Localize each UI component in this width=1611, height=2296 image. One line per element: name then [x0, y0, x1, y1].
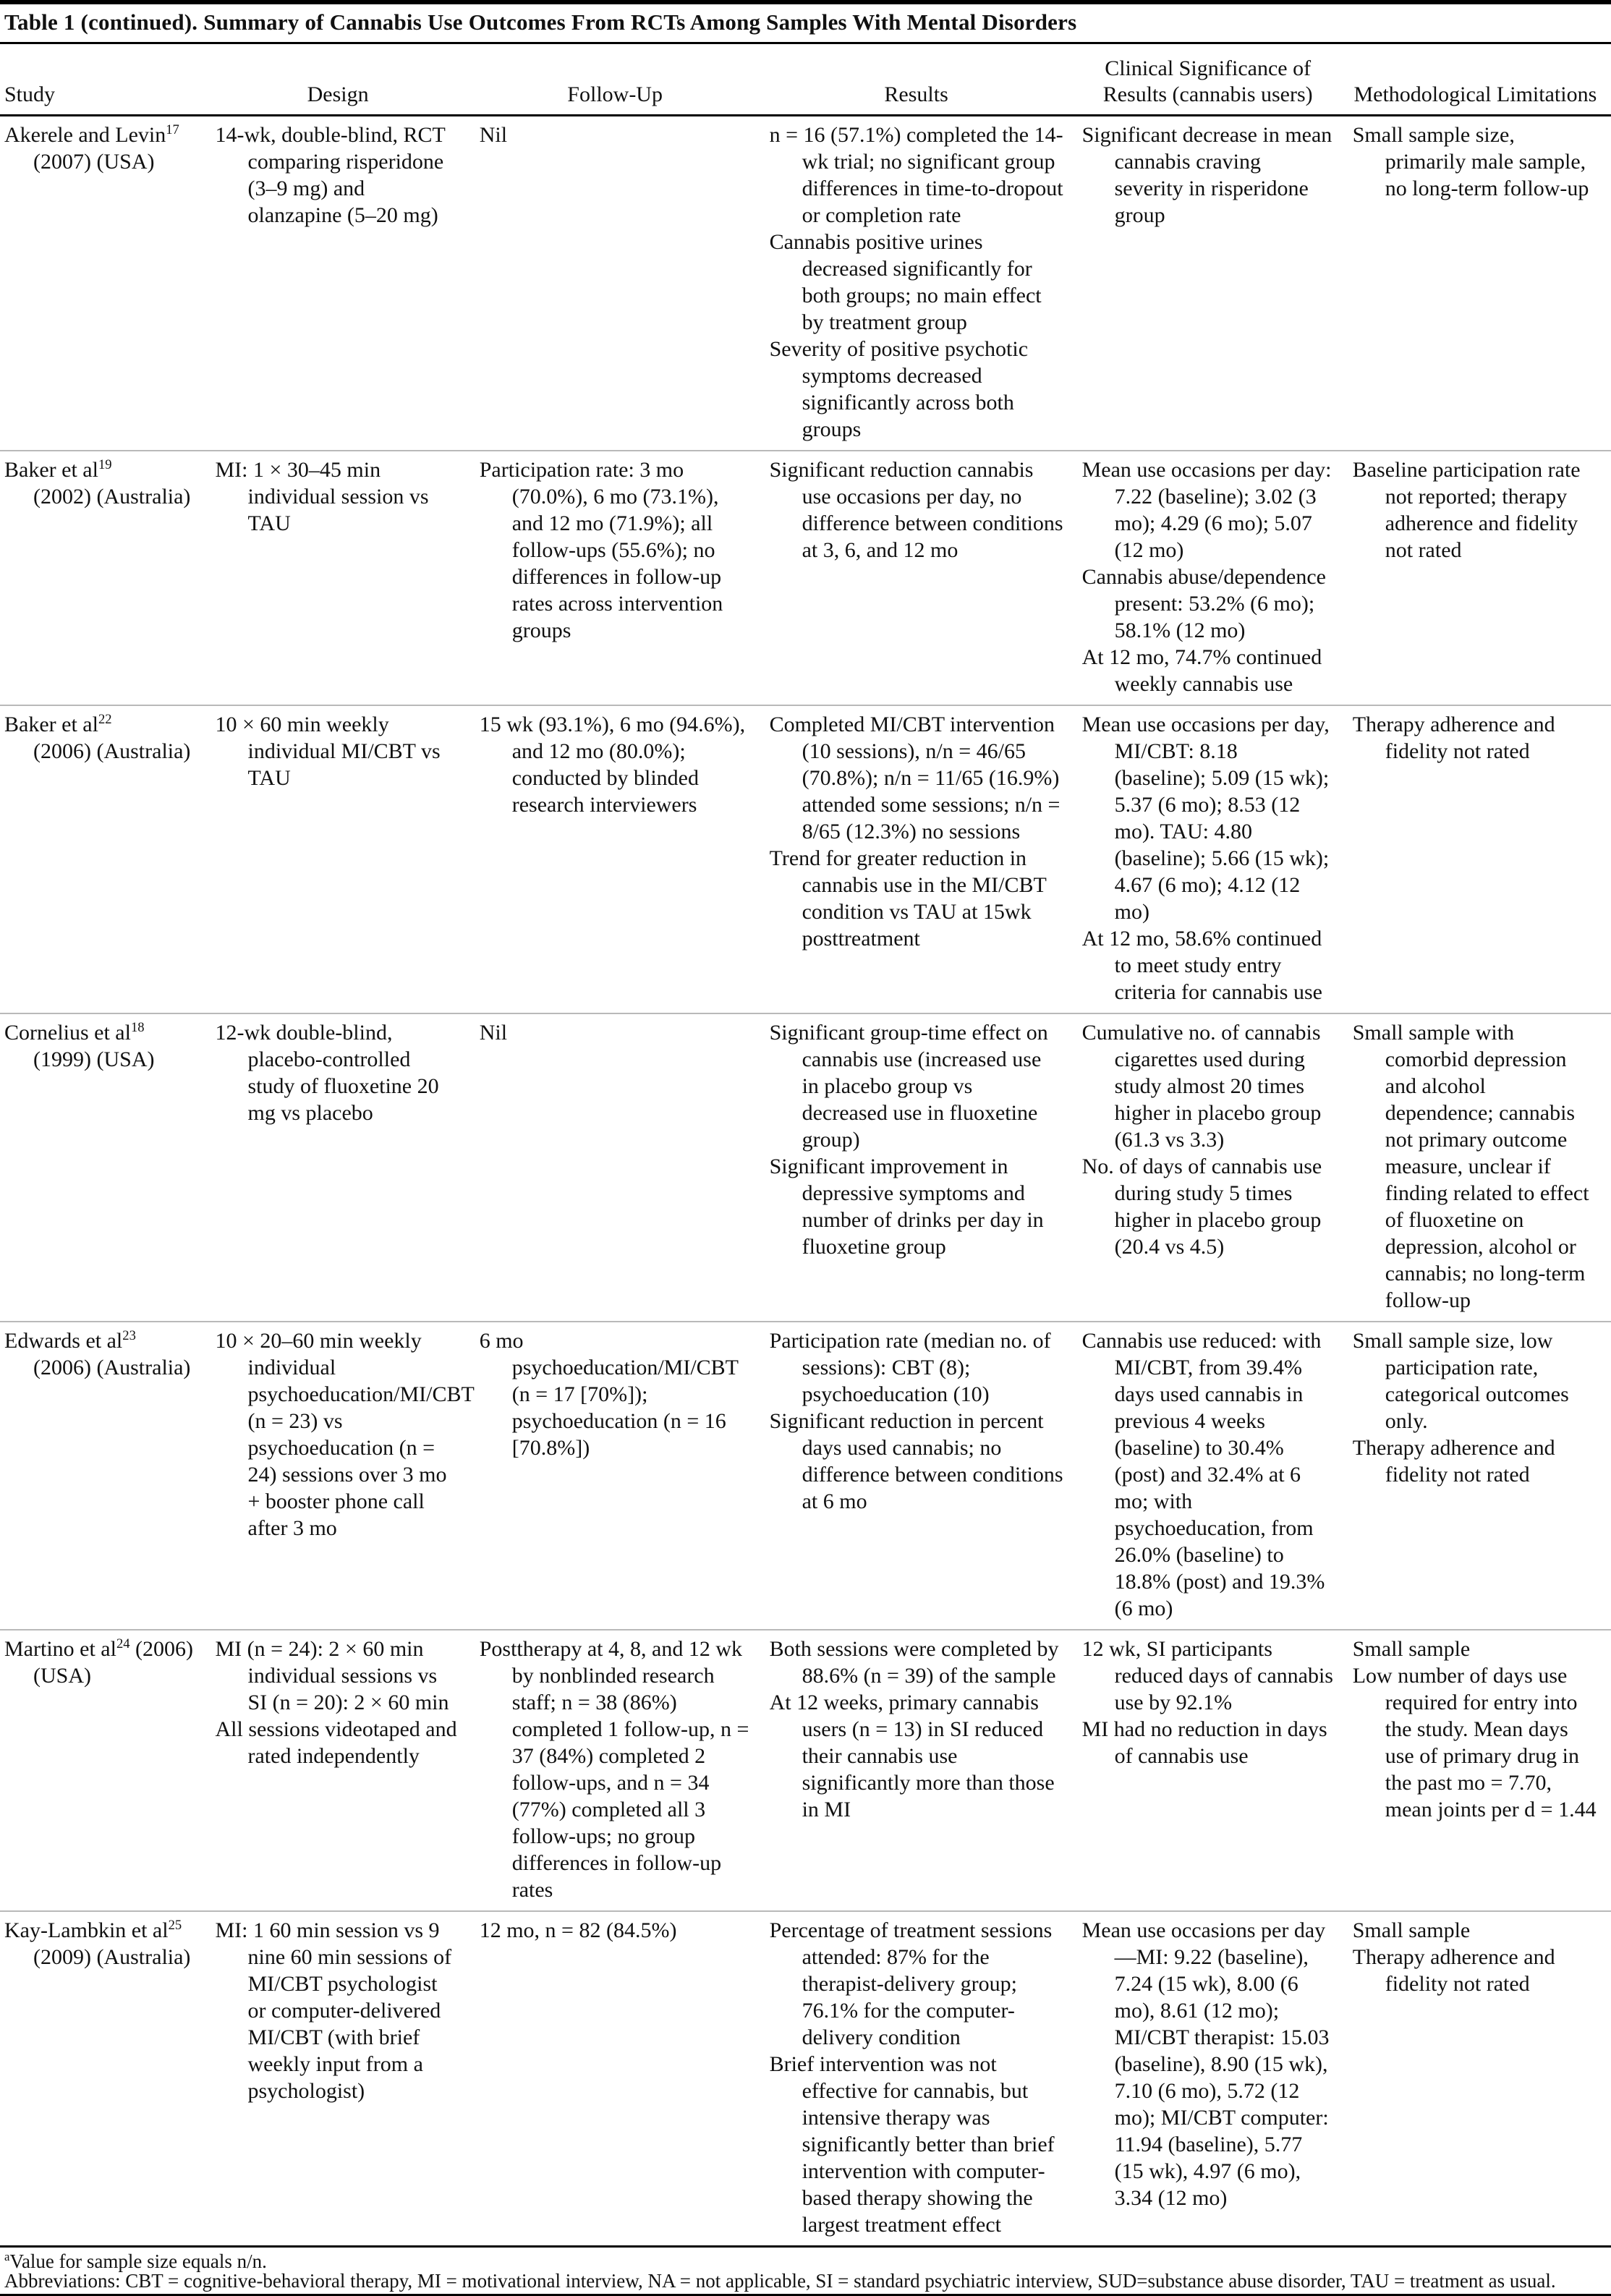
clinical-cell	[1076, 1322, 1347, 1630]
followup-paragraph: Participation rate: 3 mo (70.0%), 6 mo (73.1%), and 12 mo (71.9%); all follow-ups (55.6%); no differences in follow-up rates across intervention groups	[479, 458, 723, 642]
limitations-paragraph: Baseline participation rate not reported; therapy adherence and fidelity not rated	[1352, 458, 1581, 562]
design-cell	[210, 116, 474, 451]
limitations-paragraph: Therapy adherence and fidelity not rated	[1352, 1945, 1555, 1996]
study-reference-number: 25	[168, 1918, 182, 1933]
limitations-paragraph: Small sample with comorbid depression and alcohol dependence; cannabis not primary outcome measure, unclear if finding related to effect of fluoxetine on depression, alcohol or cannabis; no long-term follow-up	[1352, 1021, 1589, 1312]
limitations-paragraph: Low number of days use required for entry into the study. Mean days use of primary drug in the past mo = 7.70, mean joints per d = 1.44	[1352, 1664, 1597, 1821]
clinical-cell	[1076, 1630, 1347, 1911]
limitations-paragraph: Small sample size, low participation rate, categorical outcomes only.	[1352, 1329, 1569, 1433]
column-header-followup: Follow-Up	[474, 44, 764, 116]
study-name: Edwards et $al^{23}$	[4, 1328, 136, 1353]
table-row	[0, 1013, 1611, 1322]
table-row	[0, 1630, 1611, 1911]
study-reference-number: 22	[98, 712, 112, 727]
study-name: Baker et $al^{19}$	[4, 457, 112, 482]
clinical-paragraph: Cumulative no. of cannabis cigarettes used during study almost 20 times higher in placebo group (61.3 vs 3.3)	[1081, 1021, 1322, 1152]
clinical-paragraph: Mean use occasions per day, MI/CBT: 8.18 (baseline); 5.09 (15 wk); 5.37 (6 mo); 8.53 (12 mo). TAU: 4.80 (baseline); 5.66 (15 wk); 4.67 (6 mo); 4.12 (12 mo)	[1081, 713, 1330, 924]
results-paragraph: Trend for greater reduction in cannabis use in the MI/CBT condition vs TAU at 15wk posttreatment	[769, 846, 1047, 951]
study-detail: (2006) (Australia)	[33, 739, 191, 763]
limitations-cell	[1347, 1013, 1611, 1322]
study-detail: (2009) (Australia)	[33, 1945, 191, 1969]
design-paragraph: All sessions videotaped and rated independently	[215, 1717, 457, 1768]
column-header-methodological-limitations: Methodological Limitations	[1347, 44, 1611, 116]
design-paragraph: MI: 1 60 min session vs 9 nine 60 min sessions of MI/CBT psychologist or computer-delivered MI/CBT (with brief weekly input from a psychologist)	[215, 1918, 452, 2103]
study-detail: (USA)	[33, 1664, 91, 1688]
clinical-paragraph: No. of days of cannabis use during study 5 times higher in placebo group (20.4 vs 4.5)	[1081, 1155, 1322, 1259]
followup-cell	[474, 1013, 764, 1322]
study-name: Baker et $al^{22}$	[4, 712, 112, 736]
design-paragraph: MI (n = 24): 2 × 60 min individual sessions vs SI (n = 20): 2 × 60 min	[215, 1637, 449, 1714]
study-reference-number: 18	[130, 1020, 145, 1035]
column-header-design: Design	[210, 44, 474, 116]
footnote: $^a$Value for sample size equals n/n.	[4, 2250, 267, 2272]
followup-cell	[474, 705, 764, 1013]
followup-cell	[474, 116, 764, 451]
clinical-paragraph: Mean use occasions per day: 7.22 (baseline); 3.02 (3 mo); 4.29 (6 mo); 5.07 (12 mo)	[1081, 458, 1332, 562]
study-reference-number: 19	[98, 457, 112, 472]
footnote: Abbreviations: CBT = cognitive-behavioral therapy, MI = motivational interview, NA = not applicable, SI = standard psychiatric interview, SUD=substance abuse disorder, TAU = treatment as usual.	[4, 2270, 1556, 2292]
clinical-cell	[1076, 1911, 1347, 2247]
results-paragraph: Completed MI/CBT intervention (10 sessions), n/n = 46/65 (70.8%); n/n = 11/65 (16.9%) attended some sessions; n/n = 8/65 (12.3%) no sessions	[769, 713, 1060, 843]
results-paragraph: At 12 weeks, primary cannabis users (n = 13) in SI reduced their cannabis use significantly more than those in MI	[769, 1691, 1055, 1821]
clinical-paragraph: Cannabis abuse/dependence present: 53.2% (6 mo); 58.1% (12 mo)	[1081, 565, 1326, 642]
limitations-cell	[1347, 1322, 1611, 1630]
header-row	[0, 44, 1611, 116]
study-name: Akerele and Levin$^{17}$	[4, 122, 179, 147]
results-paragraph: Brief intervention was not effective for cannabis, but intensive therapy was significantly better than brief intervention with computer-based therapy showing the largest treatment effect	[769, 2052, 1055, 2237]
clinical-paragraph: Significant decrease in mean cannabis craving severity in risperidone group	[1081, 123, 1332, 227]
summary-table	[0, 44, 1611, 2248]
study-cell	[0, 451, 210, 705]
study-cell	[0, 116, 210, 451]
study-name: Cornelius et $al^{18}$	[4, 1020, 145, 1045]
clinical-paragraph: MI had no reduction in days of cannabis use	[1081, 1717, 1327, 1768]
design-cell	[210, 1630, 474, 1911]
results-cell	[764, 705, 1076, 1013]
results-paragraph: Cannabis positive urines decreased significantly for both groups; no main effect by treatment group	[769, 230, 1042, 334]
results-paragraph: n = 16 (57.1%) completed the 14-wk trial; no significant group differences in time-to-dropout or completion rate	[769, 123, 1063, 227]
study-cell	[0, 1911, 210, 2247]
table-header	[0, 44, 1611, 116]
table-row	[0, 1911, 1611, 2247]
limitations-cell	[1347, 1911, 1611, 2247]
limitations-paragraph: Small sample	[1352, 1918, 1471, 1942]
study-reference-number: 23	[122, 1328, 136, 1343]
clinical-cell	[1076, 1013, 1347, 1322]
followup-paragraph: Posttherapy at 4, 8, and 12 wk by nonblinded research staff; n = 38 (86%) completed 1 follow-up, n = 37 (84%) completed 2 follow-ups, and n = 34 (77%) completed all 3 follow-ups; no group differences in follow-up rates	[479, 1637, 749, 1902]
results-cell	[764, 1013, 1076, 1322]
results-paragraph: Both sessions were completed by 88.6% (n = 39) of the sample	[769, 1637, 1059, 1688]
followup-cell	[474, 1911, 764, 2247]
table-row	[0, 705, 1611, 1013]
column-header-clinical-significance: Clinical Significance of Results (cannabis users)	[1076, 44, 1347, 116]
design-cell	[210, 1013, 474, 1322]
design-cell	[210, 1322, 474, 1630]
followup-paragraph: 6 mo psychoeducation/MI/CBT (n = 17 [70%]); psychoeducation (n = 16 [70.8%])	[479, 1329, 739, 1460]
followup-cell	[474, 1630, 764, 1911]
limitations-cell	[1347, 1630, 1611, 1911]
column-header-results: Results	[764, 44, 1076, 116]
results-paragraph: Severity of positive psychotic symptoms decreased significantly across both groups	[769, 337, 1029, 441]
clinical-cell	[1076, 116, 1347, 451]
clinical-paragraph: Cannabis use reduced: with MI/CBT, from 39.4% days used cannabis in previous 4 weeks (baseline) to 30.4% (post) and 32.4% at 6 mo; with psychoeducation, from 26.0% (baseline) to 18.8% (post) and 19.3% (6 mo)	[1081, 1329, 1325, 1620]
limitations-cell	[1347, 116, 1611, 451]
results-cell	[764, 116, 1076, 451]
results-paragraph: Percentage of treatment sessions attended: 87% for the therapist-delivery group; 76.1% for the computer-delivery condition	[769, 1918, 1053, 2049]
clinical-paragraph: 12 wk, SI participants reduced days of cannabis use by 92.1%	[1081, 1637, 1333, 1714]
clinical-paragraph: Mean use occasions per day—MI: 9.22 (baseline), 7.24 (15 wk), 8.00 (6 mo), 8.61 (12 mo); MI/CBT therapist: 15.03 (baseline), 8.90 (15 wk), 7.10 (6 mo), 5.72 (12 mo); MI/CBT computer: 11.94 (baseline), 5.77 (15 wk), 4.97 (6 mo), 3.34 (12 mo)	[1081, 1918, 1330, 2210]
clinical-paragraph: At 12 mo, 74.7% continued weekly cannabis use	[1081, 645, 1322, 696]
table-row	[0, 451, 1611, 705]
design-paragraph: 12-wk double-blind, placebo-controlled study of fluoxetine 20 mg vs placebo	[215, 1021, 439, 1125]
results-cell	[764, 1322, 1076, 1630]
limitations-paragraph: Small sample	[1352, 1637, 1471, 1661]
study-detail: (2006) (Australia)	[33, 1356, 191, 1379]
design-cell	[210, 705, 474, 1013]
design-paragraph: 10 × 20–60 min weekly individual psychoeducation/MI/CBT (n = 23) vs psychoeducation (n = 24) sessions over 3 mo + booster phone call after 3 mo	[215, 1329, 475, 1540]
footnote-marker: a	[4, 2250, 10, 2263]
table-body	[0, 116, 1611, 2247]
results-paragraph: Participation rate (median no. of sessions): CBT (8); psychoeducation (10)	[769, 1329, 1051, 1406]
table-row	[0, 116, 1611, 451]
study-detail: (2007) (USA)	[33, 150, 155, 174]
limitations-cell	[1347, 705, 1611, 1013]
limitations-paragraph: Therapy adherence and fidelity not rated	[1352, 1436, 1555, 1487]
study-detail: (2002) (Australia)	[33, 485, 191, 509]
study-reference-number: 24	[116, 1636, 130, 1651]
study-cell	[0, 1322, 210, 1630]
design-paragraph: 14-wk, double-blind, RCT comparing risperidone (3–9 mg) and olanzapine (5–20 mg)	[215, 123, 446, 227]
followup-paragraph: Nil	[479, 1021, 508, 1045]
results-paragraph: Significant improvement in depressive symptoms and number of drinks per day in fluoxetine group	[769, 1155, 1044, 1259]
followup-cell	[474, 1322, 764, 1630]
results-cell	[764, 1911, 1076, 2247]
table-title: Table 1 (continued). Summary of Cannabis Use Outcomes From RCTs Among Samples With Mental Disorders	[0, 4, 1611, 44]
followup-paragraph: 15 wk (93.1%), 6 mo (94.6%), and 12 mo (80.0%); conducted by blinded research interviewers	[479, 713, 746, 817]
results-cell	[764, 451, 1076, 705]
study-reference-number: 17	[166, 122, 179, 137]
design-cell	[210, 1911, 474, 2247]
results-paragraph: Significant group-time effect on cannabis use (increased use in placebo group vs decreased use in fluoxetine group)	[769, 1021, 1048, 1152]
followup-paragraph: Nil	[479, 123, 508, 147]
results-paragraph: Significant reduction in percent days used cannabis; no difference between conditions at 6 mo	[769, 1409, 1063, 1513]
study-name: Martino et $al^{24}$ (2006)	[4, 1636, 194, 1661]
column-header-study: Study	[0, 44, 210, 116]
clinical-cell	[1076, 451, 1347, 705]
design-paragraph: 10 × 60 min weekly individual MI/CBT vs TAU	[215, 713, 441, 790]
study-cell	[0, 705, 210, 1013]
footnotes	[0, 2248, 1611, 2296]
table-row	[0, 1322, 1611, 1630]
followup-cell	[474, 451, 764, 705]
results-cell	[764, 1630, 1076, 1911]
clinical-cell	[1076, 705, 1347, 1013]
study-cell	[0, 1630, 210, 1911]
study-name: Kay-Lambkin et $al^{25}$	[4, 1918, 182, 1942]
study-detail: (1999) (USA)	[33, 1047, 155, 1071]
clinical-paragraph: At 12 mo, 58.6% continued to meet study entry criteria for cannabis use	[1081, 927, 1322, 1004]
limitations-paragraph: Small sample size, primarily male sample, no long-term follow-up	[1352, 123, 1589, 200]
limitations-paragraph: Therapy adherence and fidelity not rated	[1352, 713, 1555, 763]
study-cell	[0, 1013, 210, 1322]
followup-paragraph: 12 mo, n = 82 (84.5%)	[479, 1918, 677, 1942]
design-paragraph: MI: 1 × 30–45 min individual session vs TAU	[215, 458, 429, 535]
limitations-cell	[1347, 451, 1611, 705]
design-cell	[210, 451, 474, 705]
results-paragraph: Significant reduction cannabis use occasions per day, no difference between conditions at 3, 6, and 12 mo	[769, 458, 1063, 562]
